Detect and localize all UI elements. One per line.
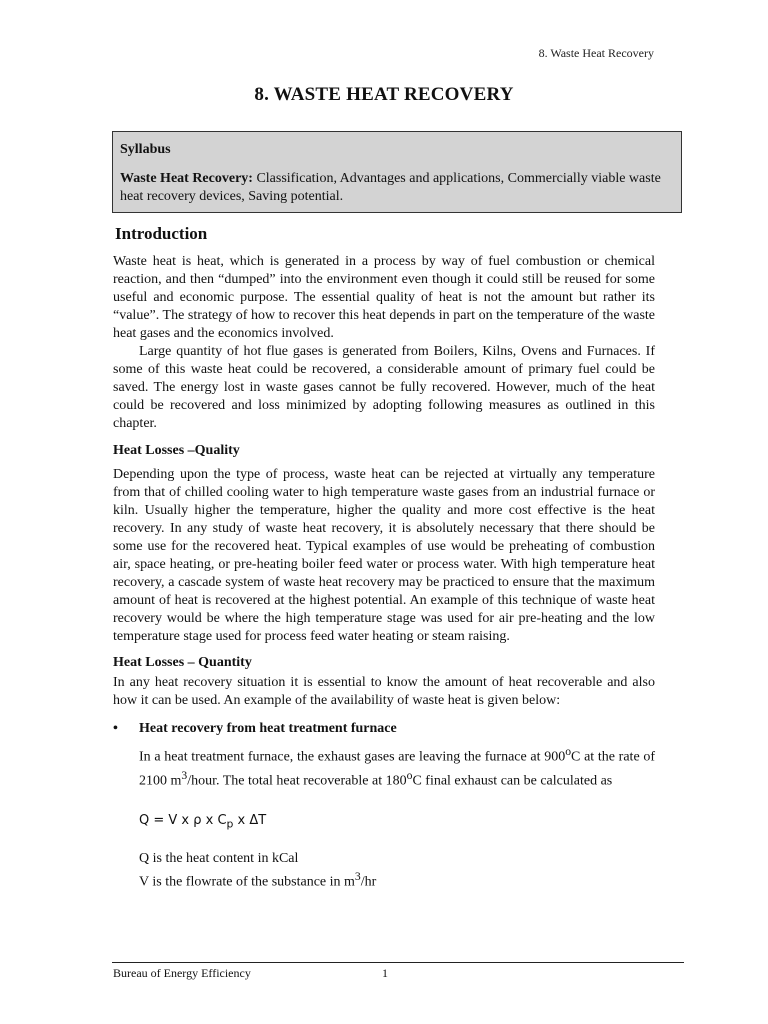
syllabus-box xyxy=(112,131,682,213)
bullet-paragraph: In a heat treatment furnace, the exhaust gases are leaving the furnace at 900$^o$C at the rate of 2100 $m^3$/hour. The total heat recoverable at 180$^o$C final exhaust can be calculated as xyxy=(139,745,656,789)
main-content xyxy=(113,225,655,892)
syllabus-body: Classification, Advantages and applications, Commercially viable waste heat recovery devices, Saving potential. xyxy=(120,171,661,204)
formula: Q = V x ρ x $C_p$ x ΔT xyxy=(139,813,267,831)
page-number: 1 xyxy=(382,966,388,980)
running-header: 8. Waste Heat Recovery xyxy=(538,46,654,60)
syllabus-heading: Syllabus xyxy=(120,142,171,157)
bullet-item xyxy=(113,720,655,738)
introduction-paragraph-2: Large quantity of hot flue gases is generated from Boilers, Kilns, Ovens and Furnaces. If some of this waste heat could be recovered, a considerable amount of primary fuel could be saved. The energy lost in waste gases cannot be fully recovered. However, much of the heat could be recovered and loss minimized by adopting following measures as outlined in this chapter. xyxy=(113,344,655,431)
introduction-paragraph-1: Waste heat is heat, which is generated in a process by way of fuel combustion or chemical reaction, and then “dumped” into the environment even though it could still be reused for some useful and economic purpose. The essential quality of heat is not the amount but rather its “value”. The strategy of how to recover this heat depends in part on the temperature of the waste heat gases and the economics involved. xyxy=(113,254,655,341)
footer-rule xyxy=(112,962,684,963)
heat-losses-quality-paragraph: Depending upon the type of process, waste heat can be rejected at virtually any temperature from that of chilled cooling water to high temperature waste gases from an industrial furnace or kiln. Usually higher the temperature, higher the quality and more cost effective is the heat recovery. In any study of waste heat recovery, it is absolutely necessary that there should be some use for the recovered heat. Typical examples of use would be preheating of combustion air, space heating, or pre-heating boiler feed water or process water. With high temperature heat recovery, a cascade system of waste heat recovery may be practiced to ensure that the maximum amount of heat is recovered at the highest potential. An example of this technique of waste heat recovery would be where the high temperature stage was used for air pre-heating and the low temperature stage used for process feed water heating or steam raising. xyxy=(113,467,655,644)
definition-q: Q is the heat content in kCal xyxy=(139,850,299,866)
introduction-heading: Introduction xyxy=(115,224,208,243)
syllabus-label: Waste Heat Recovery: xyxy=(120,171,253,186)
definition-v: V is the flowrate of the substance in $m^3/hr$ xyxy=(139,869,377,890)
bullet-title: Heat recovery from heat treatment furnace xyxy=(139,721,397,736)
footer-publisher: Bureau of Energy Efficiency xyxy=(113,966,251,980)
heat-losses-quality-heading: Heat Losses –Quality xyxy=(113,443,240,458)
bullet-body xyxy=(139,743,655,892)
bullet-dot: • xyxy=(113,721,118,736)
heat-losses-quantity-heading: Heat Losses – Quantity xyxy=(113,655,252,670)
syllabus-text xyxy=(120,170,674,206)
page-title: 8. WASTE HEAT RECOVERY xyxy=(254,84,514,105)
heat-losses-quantity-paragraph: In any heat recovery situation it is essential to know the amount of heat recoverable and also how it can be used. An example of the availability of waste heat is given below: xyxy=(113,675,655,708)
